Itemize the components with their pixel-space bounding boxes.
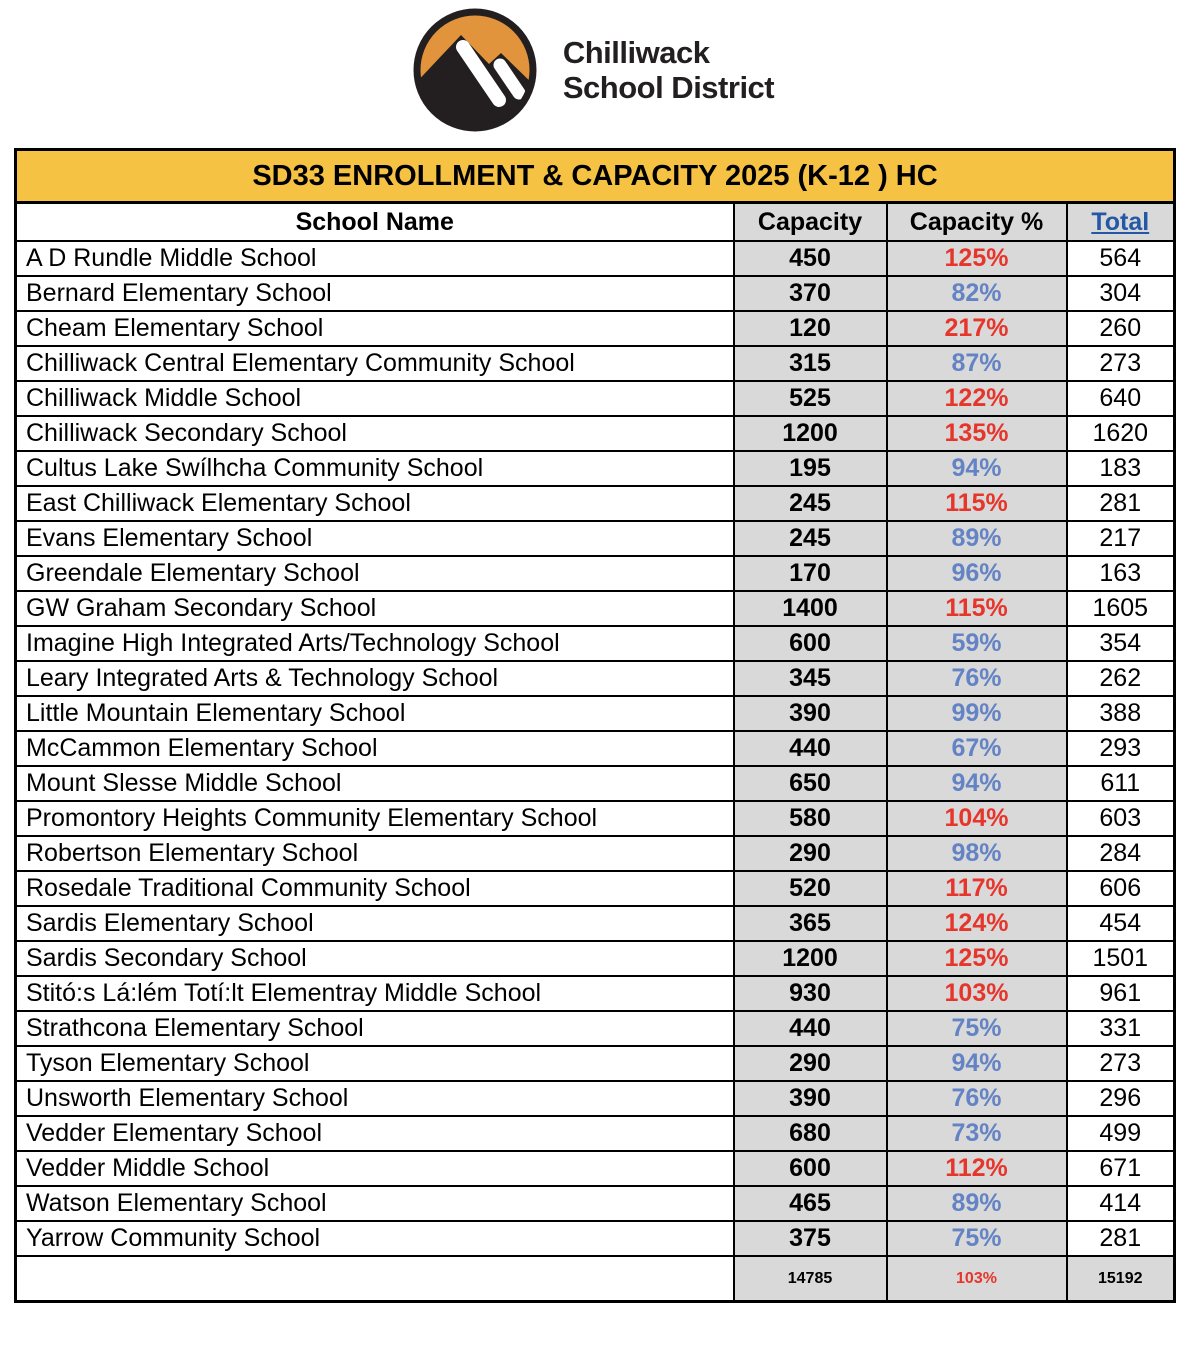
- total-cell: 304: [1067, 276, 1175, 311]
- capacity-cell: 930: [734, 976, 887, 1011]
- total-cell: 217: [1067, 521, 1175, 556]
- totals-capacity-cell: 14785: [734, 1256, 887, 1302]
- total-cell: 388: [1067, 696, 1175, 731]
- school-name-cell: McCammon Elementary School: [16, 731, 734, 766]
- table-row: [16, 731, 1175, 766]
- total-cell: 1605: [1067, 591, 1175, 626]
- capacity-pct-cell: 76%: [887, 1081, 1067, 1116]
- capacity-cell: 345: [734, 661, 887, 696]
- capacity-cell: 365: [734, 906, 887, 941]
- logo-line2: School District: [562, 70, 775, 105]
- table-row: [16, 241, 1175, 276]
- total-cell: 640: [1067, 381, 1175, 416]
- school-name-cell: Evans Elementary School: [16, 521, 734, 556]
- capacity-cell: 580: [734, 801, 887, 836]
- logo: [0, 0, 1187, 136]
- total-cell: 281: [1067, 486, 1175, 521]
- school-name-cell: Promontory Heights Community Elementary School: [16, 801, 734, 836]
- table-row: [16, 661, 1175, 696]
- table-row: [16, 451, 1175, 486]
- capacity-pct-cell: 98%: [887, 836, 1067, 871]
- table-row: [16, 381, 1175, 416]
- school-name-cell: Yarrow Community School: [16, 1221, 734, 1256]
- capacity-pct-cell: 115%: [887, 486, 1067, 521]
- capacity-pct-cell: 104%: [887, 801, 1067, 836]
- table-row: [16, 1186, 1175, 1221]
- capacity-cell: 520: [734, 871, 887, 906]
- total-cell: 293: [1067, 731, 1175, 766]
- capacity-pct-cell: 96%: [887, 556, 1067, 591]
- capacity-pct-cell: 89%: [887, 1186, 1067, 1221]
- total-cell: 564: [1067, 241, 1175, 276]
- table-row: [16, 346, 1175, 381]
- title-row: [16, 150, 1175, 203]
- capacity-cell: 450: [734, 241, 887, 276]
- capacity-cell: 390: [734, 696, 887, 731]
- capacity-cell: 680: [734, 1116, 887, 1151]
- total-cell: 183: [1067, 451, 1175, 486]
- school-name-cell: Chilliwack Central Elementary Community School: [16, 346, 734, 381]
- total-cell: 611: [1067, 766, 1175, 801]
- mountain-circle-icon: [413, 8, 537, 132]
- capacity-cell: 440: [734, 1011, 887, 1046]
- table-row: [16, 521, 1175, 556]
- total-cell: 163: [1067, 556, 1175, 591]
- capacity-pct-cell: 82%: [887, 276, 1067, 311]
- school-name-cell: East Chilliwack Elementary School: [16, 486, 734, 521]
- capacity-cell: 650: [734, 766, 887, 801]
- capacity-cell: 370: [734, 276, 887, 311]
- school-name-cell: Robertson Elementary School: [16, 836, 734, 871]
- capacity-cell: 375: [734, 1221, 887, 1256]
- total-cell: 296: [1067, 1081, 1175, 1116]
- total-cell: 273: [1067, 346, 1175, 381]
- total-cell: 961: [1067, 976, 1175, 1011]
- total-cell: 414: [1067, 1186, 1175, 1221]
- total-cell: 354: [1067, 626, 1175, 661]
- capacity-pct-cell: 124%: [887, 906, 1067, 941]
- school-name-cell: Bernard Elementary School: [16, 276, 734, 311]
- school-name-cell: Little Mountain Elementary School: [16, 696, 734, 731]
- capacity-cell: 170: [734, 556, 887, 591]
- total-cell: 1620: [1067, 416, 1175, 451]
- capacity-cell: 315: [734, 346, 887, 381]
- school-name-cell: Sardis Secondary School: [16, 941, 734, 976]
- capacity-pct-cell: 135%: [887, 416, 1067, 451]
- capacity-pct-cell: 125%: [887, 941, 1067, 976]
- table-row: [16, 941, 1175, 976]
- school-name-cell: GW Graham Secondary School: [16, 591, 734, 626]
- total-cell: 499: [1067, 1116, 1175, 1151]
- column-header-total: Total: [1067, 203, 1175, 242]
- table-row: [16, 871, 1175, 906]
- capacity-pct-cell: 87%: [887, 346, 1067, 381]
- totals-capacity-pct-cell: 103%: [887, 1256, 1067, 1302]
- school-name-cell: Vedder Elementary School: [16, 1116, 734, 1151]
- school-name-cell: Vedder Middle School: [16, 1151, 734, 1186]
- table-row: [16, 1151, 1175, 1186]
- capacity-cell: 195: [734, 451, 887, 486]
- total-cell: 260: [1067, 311, 1175, 346]
- table-row: [16, 906, 1175, 941]
- capacity-pct-cell: 122%: [887, 381, 1067, 416]
- capacity-cell: 600: [734, 1151, 887, 1186]
- total-cell: 262: [1067, 661, 1175, 696]
- capacity-pct-cell: 59%: [887, 626, 1067, 661]
- totals-row: [16, 1256, 1175, 1302]
- capacity-cell: 1400: [734, 591, 887, 626]
- table-row: [16, 1116, 1175, 1151]
- school-name-cell: Tyson Elementary School: [16, 1046, 734, 1081]
- logo-wordmark: [563, 35, 774, 105]
- total-cell: 606: [1067, 871, 1175, 906]
- capacity-pct-cell: 115%: [887, 591, 1067, 626]
- school-name-cell: Strathcona Elementary School: [16, 1011, 734, 1046]
- capacity-pct-cell: 75%: [887, 1221, 1067, 1256]
- school-name-cell: Rosedale Traditional Community School: [16, 871, 734, 906]
- capacity-cell: 290: [734, 1046, 887, 1081]
- total-cell: 331: [1067, 1011, 1175, 1046]
- capacity-pct-cell: 217%: [887, 311, 1067, 346]
- capacity-cell: 600: [734, 626, 887, 661]
- school-name-cell: Cheam Elementary School: [16, 311, 734, 346]
- column-header-school-name: School Name: [16, 203, 734, 242]
- capacity-cell: 245: [734, 521, 887, 556]
- table-row: [16, 556, 1175, 591]
- table-row: [16, 486, 1175, 521]
- totals-blank-cell: [16, 1256, 734, 1302]
- table-row: [16, 696, 1175, 731]
- total-cell: 1501: [1067, 941, 1175, 976]
- table-row: [16, 836, 1175, 871]
- school-name-cell: A D Rundle Middle School: [16, 241, 734, 276]
- column-header-capacity: Capacity: [734, 203, 887, 242]
- capacity-cell: 245: [734, 486, 887, 521]
- capacity-pct-cell: 94%: [887, 451, 1067, 486]
- school-name-cell: Watson Elementary School: [16, 1186, 734, 1221]
- total-cell: 603: [1067, 801, 1175, 836]
- school-name-cell: Sardis Elementary School: [16, 906, 734, 941]
- school-name-cell: Chilliwack Middle School: [16, 381, 734, 416]
- table-row: [16, 766, 1175, 801]
- totals-total-cell: 15192: [1067, 1256, 1175, 1302]
- school-name-cell: Stitó:s Lá:lém Totí:lt Elementray Middle School: [16, 976, 734, 1011]
- table-row: [16, 311, 1175, 346]
- capacity-cell: 1200: [734, 416, 887, 451]
- header-row: [16, 203, 1175, 242]
- logo-line1: Chilliwack: [562, 34, 710, 70]
- enrollment-capacity-table: [14, 148, 1176, 1303]
- table-body: [16, 241, 1175, 1256]
- capacity-pct-cell: 67%: [887, 731, 1067, 766]
- column-header-capacity-pct: Capacity %: [887, 203, 1067, 242]
- capacity-pct-cell: 117%: [887, 871, 1067, 906]
- capacity-cell: 440: [734, 731, 887, 766]
- total-cell: 671: [1067, 1151, 1175, 1186]
- capacity-pct-cell: 76%: [887, 661, 1067, 696]
- capacity-cell: 290: [734, 836, 887, 871]
- school-name-cell: Cultus Lake Swílhcha Community School: [16, 451, 734, 486]
- capacity-pct-cell: 99%: [887, 696, 1067, 731]
- capacity-pct-cell: 94%: [887, 1046, 1067, 1081]
- capacity-cell: 1200: [734, 941, 887, 976]
- school-name-cell: Greendale Elementary School: [16, 556, 734, 591]
- table-row: [16, 1046, 1175, 1081]
- table-title: SD33 ENROLLMENT & CAPACITY 2025 (K-12 ) HC: [16, 150, 1175, 203]
- capacity-pct-cell: 125%: [887, 241, 1067, 276]
- capacity-cell: 525: [734, 381, 887, 416]
- school-name-cell: Imagine High Integrated Arts/Technology School: [16, 626, 734, 661]
- table-row: [16, 416, 1175, 451]
- table-row: [16, 1011, 1175, 1046]
- table-row: [16, 1221, 1175, 1256]
- total-cell: 284: [1067, 836, 1175, 871]
- total-cell: 281: [1067, 1221, 1175, 1256]
- capacity-pct-cell: 73%: [887, 1116, 1067, 1151]
- table-row: [16, 801, 1175, 836]
- capacity-cell: 390: [734, 1081, 887, 1116]
- total-cell: 454: [1067, 906, 1175, 941]
- table-row: [16, 276, 1175, 311]
- capacity-pct-cell: 103%: [887, 976, 1067, 1011]
- capacity-cell: 120: [734, 311, 887, 346]
- school-name-cell: Unsworth Elementary School: [16, 1081, 734, 1116]
- capacity-pct-cell: 75%: [887, 1011, 1067, 1046]
- table-row: [16, 591, 1175, 626]
- table-row: [16, 1081, 1175, 1116]
- capacity-pct-cell: 94%: [887, 766, 1067, 801]
- capacity-cell: 465: [734, 1186, 887, 1221]
- school-name-cell: Chilliwack Secondary School: [16, 416, 734, 451]
- capacity-pct-cell: 89%: [887, 521, 1067, 556]
- school-name-cell: Mount Slesse Middle School: [16, 766, 734, 801]
- total-cell: 273: [1067, 1046, 1175, 1081]
- table-row: [16, 626, 1175, 661]
- table-row: [16, 976, 1175, 1011]
- school-name-cell: Leary Integrated Arts & Technology School: [16, 661, 734, 696]
- capacity-pct-cell: 112%: [887, 1151, 1067, 1186]
